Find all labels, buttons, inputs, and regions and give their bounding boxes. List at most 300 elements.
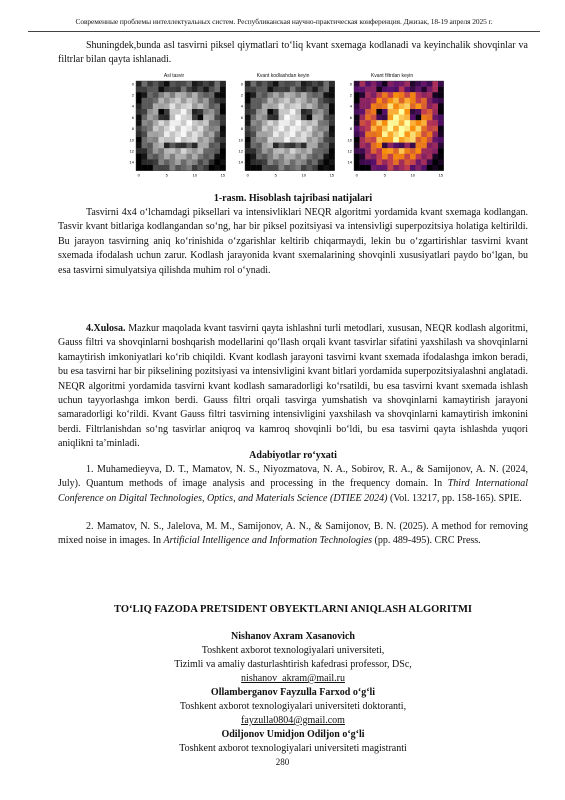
running-header: Современные проблемы интеллектуальных систем. Республиканская научно-практическая конференция. Джизак, 18-19 апреля 2025 г. (75, 17, 493, 26)
pixel (279, 165, 285, 171)
pixel (147, 159, 153, 165)
pixel (279, 137, 285, 143)
pixel (214, 98, 220, 104)
pixel (262, 154, 268, 160)
pixel (203, 87, 209, 93)
pixel (209, 165, 215, 171)
y-tick-label: 6 (240, 114, 243, 120)
pixel (273, 131, 279, 137)
pixel (421, 98, 427, 104)
pixel (153, 81, 159, 87)
pixel (209, 131, 215, 137)
pixel (262, 109, 268, 115)
pixel (164, 131, 170, 137)
pixel (376, 109, 382, 115)
pixel (438, 87, 444, 93)
pixel (365, 131, 371, 137)
pixel (295, 87, 301, 93)
pixel (164, 81, 170, 87)
pixel (312, 165, 318, 171)
pixel (136, 115, 142, 121)
pixel (329, 143, 335, 149)
pixel (170, 143, 176, 149)
pixel (365, 148, 371, 154)
pixel (284, 92, 290, 98)
y-tick-label: 10 (238, 137, 243, 143)
pixel (245, 131, 251, 137)
pixel (181, 81, 187, 87)
pixel (438, 81, 444, 87)
pixel (307, 148, 313, 154)
x-tick-label: 10 (192, 172, 198, 178)
pixel (438, 165, 444, 171)
pixel (142, 165, 148, 171)
pixel (198, 131, 204, 137)
pixel (290, 120, 296, 126)
pixel (421, 103, 427, 109)
article-title: TO‘LIQ FAZODA PRETSIDENT OBYEKTLARNI ANIQLASH ALGORITMI (114, 604, 472, 615)
pixel (432, 137, 438, 143)
pixel (427, 131, 433, 137)
pixel (186, 103, 192, 109)
pixel (186, 137, 192, 143)
pixel (251, 81, 257, 87)
pixel (279, 143, 285, 149)
pixel (175, 148, 181, 154)
paragraph-results: Tasvirni 4x4 o‘lchamdagi piksellari va intensivliklari NEQR algoritmi yordamida kvant sxemaga kodlangan. Tasvir kvant bitlariga kodlangandan so‘ng, har bir piksel pozitsiyasi va intensivligi superpozitsiya holatiga keltirildi. Bu jarayon tasvirning aniq ko‘rinishida o‘zgarishlar keltirib chiqarmaydi, lekin bu o‘zgartirishlar tasvirni kvant sxemada ifodalash uchun zarur. Kodlash jarayonida kvant sxemalarining shovqinli xususiyatlari paydo bo‘lgan, bu esa tasvirni simulyatsiya qilishda muhim rol o‘ynadi. (58, 207, 528, 276)
pixel (147, 92, 153, 98)
pixel (399, 137, 405, 143)
pixel (198, 143, 204, 149)
pixel (421, 148, 427, 154)
pixel (158, 92, 164, 98)
pixel (170, 148, 176, 154)
y-tick-label: 8 (131, 126, 134, 132)
pixel (147, 126, 153, 132)
pixel (153, 148, 159, 154)
pixel (284, 143, 290, 149)
pixel (404, 126, 410, 132)
pixel (360, 109, 366, 115)
pixel (393, 81, 399, 87)
pixel (427, 137, 433, 143)
pixel (301, 126, 307, 132)
pixel (256, 131, 262, 137)
pixel (295, 103, 301, 109)
pixel (382, 165, 388, 171)
pixel (181, 154, 187, 160)
pixel (284, 154, 290, 160)
pixel (251, 154, 257, 160)
pixel (404, 131, 410, 137)
pixel (147, 103, 153, 109)
pixel (301, 165, 307, 171)
pixel (365, 92, 371, 98)
pixel (209, 81, 215, 87)
pixel (354, 154, 360, 160)
pixel (279, 103, 285, 109)
pixel (329, 87, 335, 93)
pixel (432, 92, 438, 98)
pixel (142, 148, 148, 154)
pixel (365, 81, 371, 87)
pixel (158, 115, 164, 121)
x-tick-label: 5 (274, 172, 277, 178)
pixel (295, 81, 301, 87)
pixel (416, 148, 422, 154)
pixel (203, 92, 209, 98)
pixel (192, 87, 198, 93)
pixel (181, 87, 187, 93)
pixel (186, 109, 192, 115)
pixel (245, 148, 251, 154)
pixel (323, 143, 329, 149)
pixel (388, 87, 394, 93)
pixel (273, 143, 279, 149)
author-3 (58, 728, 528, 756)
pixel (214, 109, 220, 115)
pixel (262, 92, 268, 98)
panel-encoded (229, 73, 337, 187)
x-tick-label: 15 (438, 172, 444, 178)
pixel (365, 98, 371, 104)
pixel (245, 159, 251, 165)
pixel (262, 143, 268, 149)
pixel (290, 87, 296, 93)
pixel (371, 165, 377, 171)
pixel (170, 103, 176, 109)
pixel (307, 137, 313, 143)
pixel (416, 131, 422, 137)
pixel (136, 120, 142, 126)
pixel (136, 165, 142, 171)
pixel (323, 159, 329, 165)
author-2-email[interactable]: fayzulla0804@gmail.com (241, 715, 345, 726)
pixel (175, 165, 181, 171)
pixel (170, 115, 176, 121)
pixel (290, 115, 296, 121)
y-tick-label: 8 (349, 126, 352, 132)
paragraph-conclusion (58, 322, 528, 452)
pixel (354, 148, 360, 154)
pixel (393, 148, 399, 154)
y-tick-label: 10 (347, 137, 352, 143)
pixel (164, 159, 170, 165)
pixel (147, 165, 153, 171)
pixel (153, 109, 159, 115)
pixel (251, 131, 257, 137)
pixel (273, 120, 279, 126)
pixel (198, 148, 204, 154)
pixel (323, 165, 329, 171)
pixel (158, 154, 164, 160)
pixel (136, 148, 142, 154)
pixel (273, 98, 279, 104)
pixel (284, 115, 290, 121)
x-tick-label: 10 (410, 172, 416, 178)
pixel (181, 92, 187, 98)
pixel (318, 103, 324, 109)
pixel (329, 131, 335, 137)
author-3-affiliation: Toshkent axborot texnologiyalari universiteti magistranti (179, 743, 407, 754)
pixel (318, 120, 324, 126)
pixel (147, 137, 153, 143)
pixel (393, 159, 399, 165)
y-tick-label: 12 (129, 148, 134, 154)
pixel (175, 131, 181, 137)
pixel (181, 115, 187, 121)
x-tick-label: 10 (301, 172, 307, 178)
pixel (142, 159, 148, 165)
pixel (290, 148, 296, 154)
pixel (312, 126, 318, 132)
pixel (220, 98, 226, 104)
pixel (404, 120, 410, 126)
pixel (273, 126, 279, 132)
pixel (256, 92, 262, 98)
pixel (388, 109, 394, 115)
pixel (360, 98, 366, 104)
pixel (360, 154, 366, 160)
pixel (307, 103, 313, 109)
y-tick-label: 12 (347, 148, 352, 154)
pixel (371, 87, 377, 93)
pixel (245, 81, 251, 87)
pixel (438, 103, 444, 109)
pixel (267, 143, 273, 149)
pixel (186, 81, 192, 87)
pixel (307, 92, 313, 98)
pixel (382, 98, 388, 104)
pixel (376, 159, 382, 165)
pixel (427, 115, 433, 121)
pixel (267, 148, 273, 154)
pixel (279, 131, 285, 137)
pixel (360, 103, 366, 109)
y-tick-label: 6 (131, 114, 134, 120)
pixel (262, 137, 268, 143)
pixel (360, 92, 366, 98)
pixel (382, 103, 388, 109)
pixel (354, 115, 360, 121)
pixel (203, 115, 209, 121)
pixel (192, 143, 198, 149)
pixel (371, 120, 377, 126)
pixel (192, 159, 198, 165)
y-tick-label: 4 (240, 103, 243, 109)
pixel (220, 87, 226, 93)
pixel (410, 103, 416, 109)
pixel (307, 81, 313, 87)
reference-1-authors: 1. Muhamedieyva, D. T., Mamatov, N. S., Niyozmatova, N. A., Sobirov, R. A., & Samijonov, A. N. (2024, July). Quantum methods of image analysis and processing in the frequency domain. In (58, 464, 528, 490)
pixel (142, 126, 148, 132)
pixel (438, 115, 444, 121)
pixel (427, 126, 433, 132)
pixel (209, 137, 215, 143)
x-tick-label: 5 (165, 172, 168, 178)
pixel (360, 137, 366, 143)
pixel (136, 87, 142, 93)
pixel (376, 120, 382, 126)
pixel (203, 154, 209, 160)
pixel (290, 81, 296, 87)
pixel (399, 109, 405, 115)
pixel (279, 154, 285, 160)
pixel (267, 115, 273, 121)
pixel (432, 115, 438, 121)
pixel (267, 154, 273, 160)
pixel (301, 137, 307, 143)
pixel (284, 103, 290, 109)
pixel (245, 115, 251, 121)
pixel (360, 131, 366, 137)
pixel (360, 126, 366, 132)
pixel (279, 81, 285, 87)
pixel (376, 87, 382, 93)
pixel (301, 98, 307, 104)
pixel (170, 81, 176, 87)
pixel (388, 126, 394, 132)
pixel (371, 143, 377, 149)
pixel (360, 120, 366, 126)
pixel (388, 137, 394, 143)
pixel (262, 87, 268, 93)
pixel (170, 92, 176, 98)
conclusion-text: Mazkur maqolada kvant tasvirni qayta ishlashni turli metodlari, xususan, NEQR kodlash algoritmi, Gauss filtri va shovqinlarni boshqarish modellarini qo‘llash orqali kvant tasvirlar sifatini yaxshilash va shovqinlarni kamaytirish imkoniyatlari ko‘rib chiqildi. Kvant kodlash jarayoni tasvirni kvant sxemada ifodalashga imkon beradi, bu esa tasvirni har bir pikselining pozitsiyasi va intensivligini kvant bitlari yordamida superpozitsiyalashni anglatadi. NEQR algoritmi yordamida tasvirni kvant kodlash samaradorligi ko‘rsatildi, bu esa tasvirni kvant sxemada ishlash uchun tayyorlashga imkon berdi. Gauss filtri orqali tasvirga yumshatish va shovqinlarni kamaytirish jarayoni samaradorligi ko‘rildi. Kvant Gauss filtri tasvirning intensivligini yaxshilash va shovqinlarni kamaytirish imkonini berdi. Filtrlanishdan so‘ng tasvirlar aniqroq va kamroq shovqinli bo‘ldi, bu esa tasvirni qayta ishlashda yuqori aniqlikni ta’minladi. (58, 323, 528, 450)
author-2-name: Ollamberganov Fayzulla Farxod o‘g‘li (210, 687, 376, 698)
pixel (214, 103, 220, 109)
pixel (153, 131, 159, 137)
pixel (186, 154, 192, 160)
pixel (203, 81, 209, 87)
pixel (251, 92, 257, 98)
author-1-email[interactable]: nishanov_akram@mail.ru (241, 673, 345, 684)
pixel (371, 154, 377, 160)
pixel (382, 115, 388, 121)
pixel (393, 87, 399, 93)
pixel (388, 159, 394, 165)
pixel (279, 148, 285, 154)
pixel (416, 120, 422, 126)
pixel (421, 81, 427, 87)
pixel (399, 120, 405, 126)
pixel (399, 131, 405, 137)
pixel (170, 159, 176, 165)
pixel (245, 165, 251, 171)
panel-title-filtered: Kvant filtrdan keyin (370, 73, 414, 79)
pixel (262, 120, 268, 126)
pixel (301, 115, 307, 121)
pixel (312, 109, 318, 115)
pixel (329, 148, 335, 154)
pixel (256, 87, 262, 93)
pixel (410, 115, 416, 121)
pixel (273, 109, 279, 115)
y-tick-label: 2 (240, 92, 243, 98)
pixel (142, 154, 148, 160)
pixel (198, 115, 204, 121)
pixel (371, 81, 377, 87)
pixel (360, 143, 366, 149)
pixel (147, 81, 153, 87)
pixel (192, 115, 198, 121)
pixel (279, 120, 285, 126)
pixel (376, 126, 382, 132)
pixel (192, 126, 198, 132)
pixel (251, 120, 257, 126)
pixel (214, 81, 220, 87)
pixel (318, 81, 324, 87)
pixel (354, 131, 360, 137)
pixel (262, 103, 268, 109)
pixel (416, 143, 422, 149)
pixel (175, 92, 181, 98)
pixel (192, 137, 198, 143)
pixel (388, 143, 394, 149)
pixel (158, 87, 164, 93)
pixel (295, 120, 301, 126)
pixel (192, 154, 198, 160)
pixel (136, 81, 142, 87)
pixel (323, 92, 329, 98)
pixel (318, 143, 324, 149)
pixel (404, 87, 410, 93)
pixel (198, 159, 204, 165)
pixel (318, 109, 324, 115)
pixel (284, 81, 290, 87)
pixel (192, 98, 198, 104)
pixel (432, 81, 438, 87)
pixel (192, 81, 198, 87)
pixel (290, 109, 296, 115)
pixel (214, 126, 220, 132)
pixel (136, 109, 142, 115)
pixel (158, 109, 164, 115)
reference-2-venue: Artificial Intelligence and Information Technologies (163, 535, 373, 547)
pixel (329, 81, 335, 87)
pixel (198, 103, 204, 109)
pixel (376, 98, 382, 104)
pixel (175, 81, 181, 87)
pixel (318, 92, 324, 98)
pixel (186, 159, 192, 165)
pixel (214, 120, 220, 126)
x-tick-label: 0 (246, 172, 249, 178)
pixel (164, 154, 170, 160)
pixel (295, 131, 301, 137)
reference-1-venue: Third International Conference on Digital Technologies, Optics, and Materials Science (DTIEE 2024) (58, 478, 528, 504)
pixel (245, 92, 251, 98)
pixel (376, 137, 382, 143)
pixel (284, 98, 290, 104)
pixel (256, 148, 262, 154)
pixel (421, 165, 427, 171)
reference-2-authors: 2. Mamatov, N. S., Jalelova, M. M., Samijonov, A. N., & Samijonov, B. N. (2025). A method for removing mixed noise in images. In (58, 521, 528, 547)
pixel (388, 98, 394, 104)
figure-caption: 1-rasm. Hisoblash tajribasi natijalari (213, 193, 373, 204)
pixel (393, 103, 399, 109)
pixel (170, 109, 176, 115)
pixel (393, 143, 399, 149)
pixel (427, 87, 433, 93)
pixel (323, 131, 329, 137)
pixel (432, 87, 438, 93)
pixel (432, 126, 438, 132)
pixel (301, 103, 307, 109)
pixel (209, 126, 215, 132)
pixel (365, 115, 371, 121)
pixel (245, 154, 251, 160)
